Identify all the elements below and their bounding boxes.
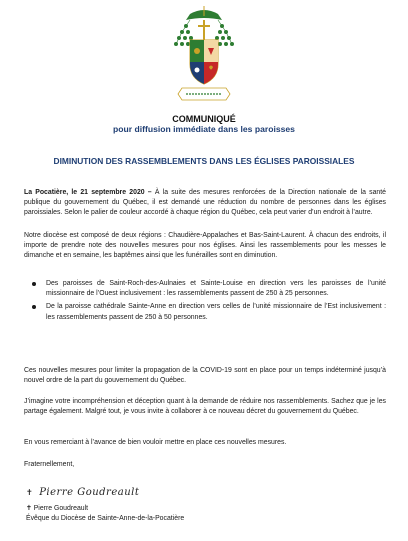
closing: Fraternellement, [24,461,75,468]
paragraph-regions: Notre diocèse est composé de deux régions : Chaudière-Appalaches et Bas-Saint-Laurent. À chacun des endroits, il importe de prendre note des nouvelles mesures pour nos églises. Ainsi les rassemblements pour les messes le dimanche et en semaine, les baptêmes ainsi que les funérailles sont en diminution. [24,232,386,260]
bullet-dot-icon [32,282,36,286]
list-item [24,302,386,322]
paragraph-covid: Ces nouvelles mesures pour limiter la propagation de la COVID-19 sont en place pour un temps indéterminé jusqu’à nouvel ordre de la part du gouvernement du Québec. [24,367,386,385]
signer-block [26,504,184,524]
list-item [24,279,386,299]
coat-of-arms [168,4,240,108]
paragraph-thanks: En vous remerciant à l’avance de bien vouloir mettre en place ces nouvelles mesures. [24,439,287,446]
communique-subtitle: pour diffusion immédiate dans les paroisses [113,124,295,134]
paragraph-disappointment: J’imagine votre incompréhension et déception quant à la demande de réduire nos rassemblements. Sachez que je les partage également. Malgré tout, je vous invite à collaborer à ce nouveau décret du gouvernement du Québec. [24,398,386,416]
signer-name: ✝ Pierre Goudreault [26,505,89,512]
dateline: La Pocatière, le 21 septembre 2020 – [24,189,152,196]
measures-list [24,279,386,323]
handwritten-signature [26,487,139,498]
communique-title: COMMUNIQUÉ [172,114,236,124]
cross-icon: ✝ [26,488,34,497]
list-item-text: Des paroisses de Saint-Roch-des-Aulnaies et Sainte-Louise en direction vers les paroisses de l’unité missionnaire de l’Ouest inclusivement : les rassemblements passent de 250 à 25 personnes. [46,280,386,298]
list-item-text: De la paroisse cathédrale Sainte-Anne en direction vers celles de l’unité missionnaire de l’Est inclusivement : les rassemblements passent de 250 à 50 personnes. [46,303,386,321]
headline: DIMINUTION DES RASSEMBLEMENTS DANS LES ÉGLISES PAROISSIALES [53,156,355,166]
signer-title: Évêque du Diocèse de Sainte-Anne-de-la-Pocatière [26,515,185,522]
bullet-dot-icon [32,305,36,309]
paragraph-intro [24,188,386,219]
signature-script: Pierre Goudreault [39,487,140,498]
paragraph-intro-text: À la suite des mesures renforcées de la Direction nationale de la santé publique du gouvernement du Québec, il est demandé une réduction du nombre de personnes dans les églises paroissiales. Selon le palier de couleur accordé à chaque région du Québec, cela peut varier d’un endroit à l’autre. [24,189,387,217]
